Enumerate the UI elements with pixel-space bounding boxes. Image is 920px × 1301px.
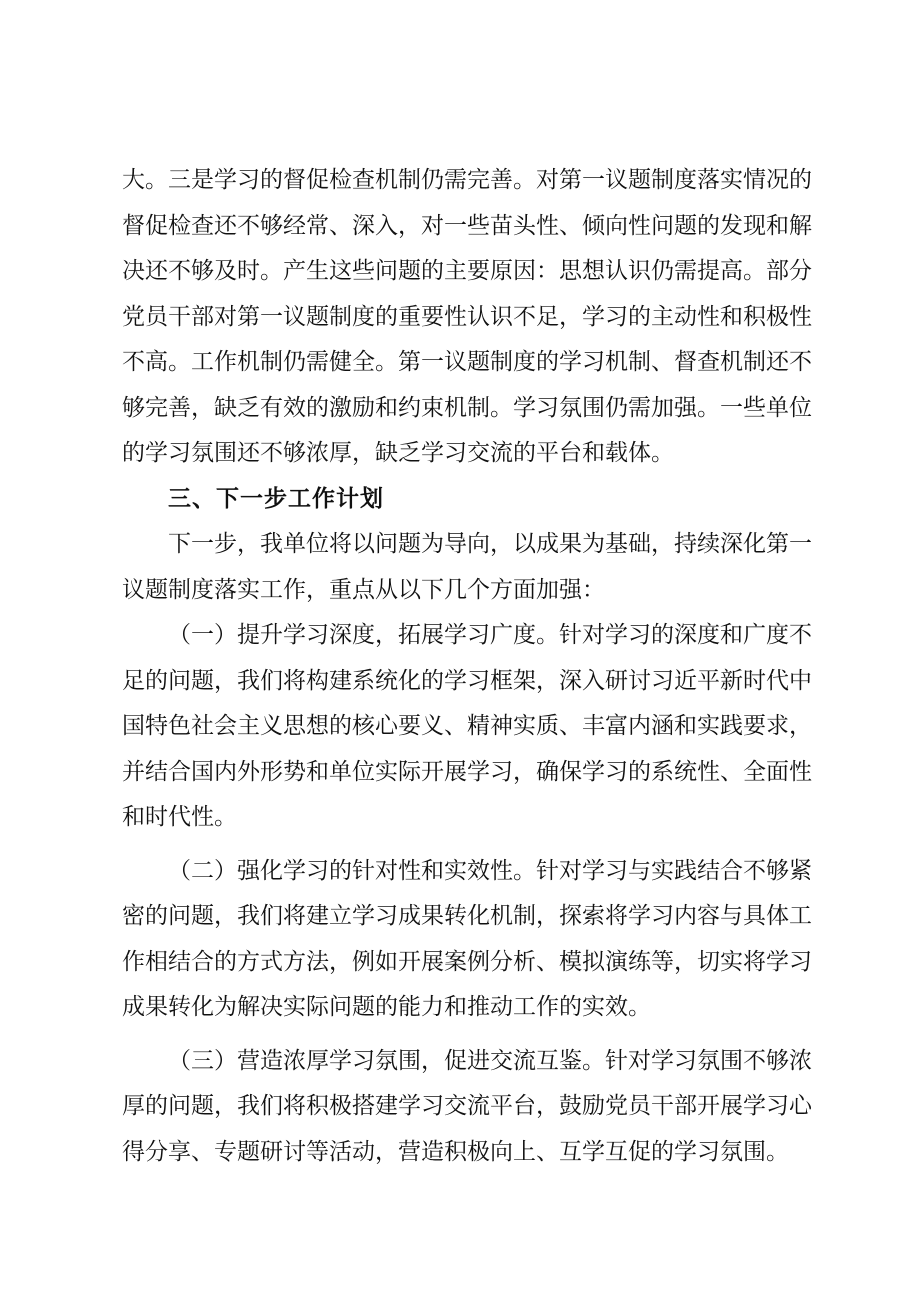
paragraph-item-2: （二）强化学习的针对性和实效性。针对学习与实践结合不够紧密的问题，我们将建立学习成果转化机制，探索将学习内容与具体工作相结合的方式方法，例如开展案例分析、模拟演练等，切实将学习成果转化为解决实际问题的能力和推动工作的实效。 — [122, 857, 812, 1020]
document-body — [122, 158, 812, 1175]
paragraph-item-3: （三）营造浓厚学习氛围，促进交流互鉴。针对学习氛围不够浓厚的问题，我们将积极搭建学习交流平台，鼓励党员干部开展学习心得分享、专题研讨等活动，营造积极向上、互学互促的学习氛围。 — [122, 1047, 812, 1165]
paragraph-intro: 下一步，我单位将以问题为导向，以成果为基础，持续深化第一议题制度落实工作，重点从以下几个方面加强： — [122, 531, 812, 603]
paragraph-continuation: 大。三是学习的督促检查机制仍需完善。对第一议题制度落实情况的督促检查还不够经常、深入，对一些苗头性、倾向性问题的发现和解决还不够及时。产生这些问题的主要原因：思想认识仍需提高。部分党员干部对第一议题制度的重要性认识不足，学习的主动性和积极性不高。工作机制仍需健全。第一议题制度的学习机制、督查机制还不够完善，缺乏有效的激励和约束机制。学习氛围仍需加强。一些单位的学习氛围还不够浓厚，缺乏学习交流的平台和载体。 — [122, 167, 812, 466]
section-heading: 三、下一步工作计划 — [168, 485, 384, 512]
paragraph-item-1: （一）提升学习深度，拓展学习广度。针对学习的深度和广度不足的问题，我们将构建系统化的学习框架，深入研讨习近平新时代中国特色社会主义思想的核心要义、精神实质、丰富内涵和实践要求，并结合国内外形势和单位实际开展学习，确保学习的系统性、全面性和时代性。 — [122, 622, 812, 830]
